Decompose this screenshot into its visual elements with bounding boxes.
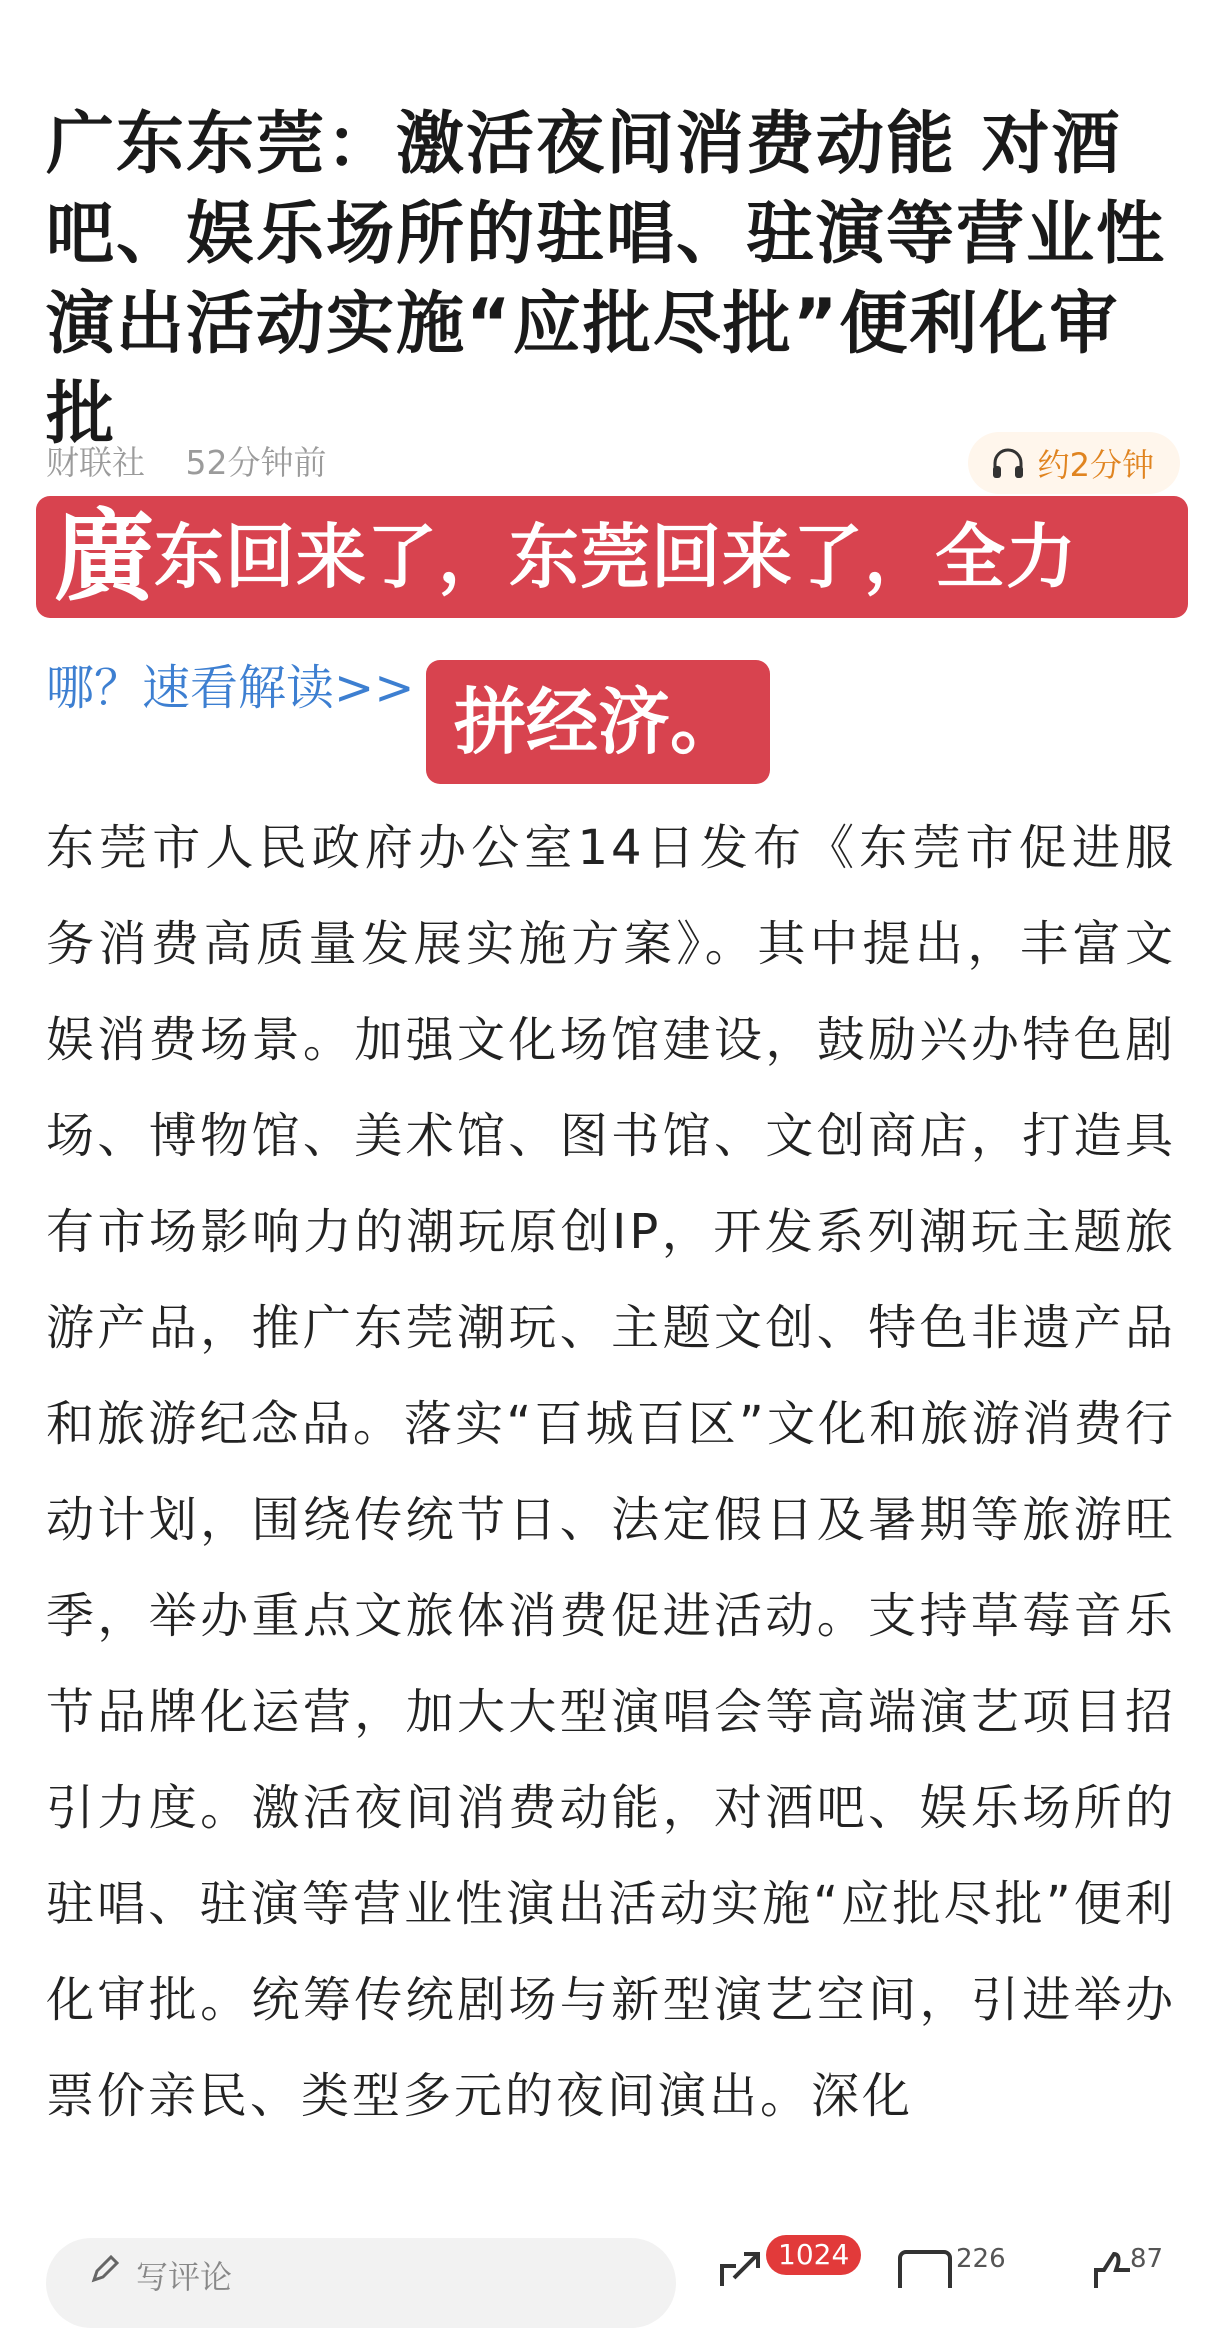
caption-line1-text: 东回来了，东莞回来了，全力: [154, 516, 1077, 598]
pencil-icon: [88, 2252, 122, 2286]
like-count: 87: [1130, 2244, 1164, 2274]
listen-button[interactable]: [968, 432, 1180, 494]
caption-overlay-line2: 拼经济。: [426, 660, 770, 784]
caption-big-char: 廣: [54, 498, 154, 615]
article-headline: 广东东莞：激活夜间消费动能 对酒吧、娱乐场所的驻唱、驻演等营业性演出活动实施“应批尽批”便利化审批: [46, 105, 1167, 454]
article-body: 东莞市人民政府办公室14日发布《东莞市促进服务消费高质量发展实施方案》。其中提出，丰富文娱消费场景。加强文化场馆建设，鼓励兴办特色剧场、博物馆、美术馆、图书馆、文创商店，打造具有市场影响力的潮玩原创IP，开发系列潮玩主题旅游产品，推广东莞潮玩、主题文创、特色非遗产品和旅游纪念品。落实“百城百区”文化和旅游消费行动计划，围绕传统节日、法定假日及暑期等旅游旺季，举办重点文旅体消费促进活动。支持草莓音乐节品牌化运营，加大大型演唱会等高端演艺项目招引力度。激活夜间消费动能，对酒吧、娱乐场所的驻唱、驻演等营业性演出活动实施“应批尽批”便利化审批。统筹传统剧场与新型演艺空间，引进举办票价亲民、类型多元的夜间演出。深化: [46, 820, 1176, 2124]
listen-duration: 约2分钟: [1037, 446, 1154, 484]
read-more-link[interactable]: 哪？速看解读>>: [46, 660, 415, 716]
article-time: 52分钟前: [185, 443, 327, 482]
article-meta: [46, 440, 357, 486]
article-source[interactable]: 财联社: [46, 443, 145, 482]
headphones-icon: [990, 446, 1026, 480]
share-icon[interactable]: [716, 2248, 768, 2288]
caption-overlay-line1: [36, 496, 1188, 618]
comment-count: 226: [956, 2244, 1006, 2274]
comment-icon[interactable]: [896, 2248, 954, 2288]
share-count-badge: 1024: [766, 2235, 861, 2275]
comment-placeholder: 写评论: [136, 2258, 233, 2296]
comment-input[interactable]: [46, 2238, 676, 2328]
